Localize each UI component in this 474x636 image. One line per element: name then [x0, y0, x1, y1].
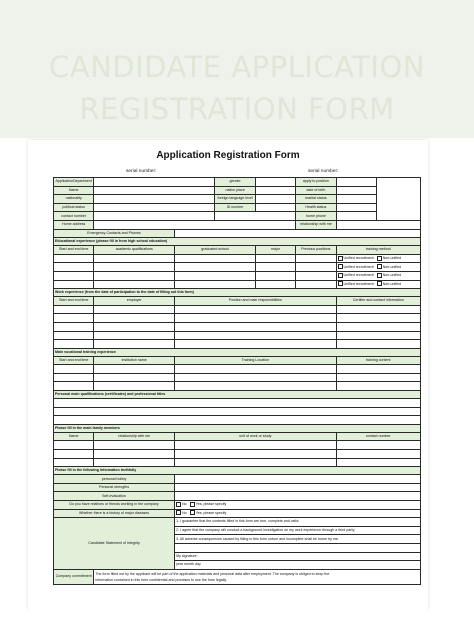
edu-cell[interactable]: [54, 271, 94, 280]
family-cell[interactable]: [175, 450, 336, 459]
work-cell[interactable]: [336, 340, 420, 349]
edu-col-time: Start and end time: [54, 246, 94, 255]
work-cell[interactable]: [175, 331, 336, 340]
field-contact-extra[interactable]: [215, 212, 296, 221]
training-method-options: [336, 280, 420, 289]
option-yes-label: Yes, please specify: [195, 502, 227, 507]
field-application-department[interactable]: [94, 178, 215, 187]
table-row: [54, 365, 421, 374]
training-col-location: Training Location: [175, 356, 336, 365]
family-col-contact: contact number: [336, 432, 420, 441]
family-col-unit: unit of work or study: [175, 432, 336, 441]
work-cell[interactable]: [54, 340, 94, 349]
integrity-blank: [175, 543, 421, 552]
work-cell[interactable]: [94, 305, 175, 314]
training-method-options: [336, 271, 420, 280]
checkbox-no[interactable]: [176, 510, 181, 515]
edu-cell[interactable]: [255, 271, 295, 280]
field-personal-strengths[interactable]: [175, 483, 421, 492]
label-apply-to-position: apply to position: [296, 178, 336, 187]
banner-title-line-1: CANDIDATE APPLICATION: [49, 50, 425, 84]
field-health-status[interactable]: [336, 203, 376, 212]
integrity-date[interactable]: year month day: [175, 561, 421, 570]
option-unified[interactable]: [338, 264, 374, 271]
edu-cell[interactable]: [175, 271, 256, 280]
edu-col-qualifications: academic qualifications: [94, 246, 175, 255]
work-cell[interactable]: [175, 322, 336, 331]
section-work-experience: Work experience (from the date of participation to the date of filling out this form): [54, 289, 421, 297]
field-contact-number[interactable]: [94, 212, 215, 221]
label-personal-strengths: Personal strengths: [54, 483, 175, 492]
work-cell[interactable]: [175, 314, 336, 323]
option-non-unified[interactable]: [377, 281, 401, 288]
section-qualifications: Personal main qualifications (certificates) and professional titles: [54, 391, 421, 399]
training-cell[interactable]: [175, 373, 336, 382]
checkbox-unified[interactable]: [338, 264, 343, 269]
edu-cell[interactable]: [175, 254, 256, 263]
edu-cell[interactable]: [94, 254, 175, 263]
family-col-relationship: relationship with me: [94, 432, 175, 441]
checkbox-yes[interactable]: [190, 510, 195, 515]
label-health-status: Health status: [296, 203, 336, 212]
checkbox-non-unified[interactable]: [377, 281, 382, 286]
option-unified-label: Unified recruitment: [343, 281, 374, 286]
field-relationship-with-me[interactable]: [336, 220, 420, 229]
work-cell[interactable]: [94, 331, 175, 340]
option-non-unified-label: Non-unified: [382, 281, 402, 286]
edu-cell[interactable]: [94, 271, 175, 280]
field-date-of-birth[interactable]: [336, 186, 376, 195]
field-nationality[interactable]: [94, 195, 215, 204]
table-row: [54, 450, 421, 459]
training-cell[interactable]: [54, 382, 94, 391]
family-cell[interactable]: [54, 458, 94, 467]
option-yes[interactable]: [190, 501, 227, 508]
commitment-text-line-1: The form filled out by the applicant will be part of the application materials and personal data after employment. The company is obliged to keep the: [95, 571, 330, 576]
edu-cell[interactable]: [296, 271, 336, 280]
option-unified[interactable]: [338, 281, 374, 288]
section-education: Educational experience (please fill in from high school education): [54, 238, 421, 246]
label-application-department: ApplicationDepartment: [54, 178, 94, 187]
family-cell[interactable]: [94, 458, 175, 467]
table-row: [54, 331, 421, 340]
option-non-unified[interactable]: [377, 255, 401, 262]
training-cell[interactable]: [54, 365, 94, 374]
edu-cell[interactable]: [175, 263, 256, 272]
work-col-position: Position and main responsibilities: [175, 297, 336, 306]
family-cell[interactable]: [94, 441, 175, 450]
family-cell[interactable]: [94, 450, 175, 459]
checkbox-non-unified[interactable]: [377, 264, 382, 269]
work-cell[interactable]: [175, 305, 336, 314]
training-cell[interactable]: [336, 382, 420, 391]
training-cell[interactable]: [94, 365, 175, 374]
field-personal-hobby[interactable]: [175, 475, 421, 484]
work-cell[interactable]: [94, 314, 175, 323]
field-name[interactable]: [94, 186, 215, 195]
table-row: [54, 271, 421, 280]
work-cell[interactable]: [175, 340, 336, 349]
training-cell[interactable]: [54, 373, 94, 382]
training-col-content: training content: [336, 356, 420, 365]
option-unified[interactable]: [338, 272, 374, 279]
family-cell[interactable]: [336, 441, 420, 450]
work-cell[interactable]: [336, 322, 420, 331]
table-row: [54, 314, 421, 323]
section-family-members: Please fill in the main family members: [54, 424, 421, 432]
table-row: [54, 382, 421, 391]
work-col-employer: employer: [94, 297, 175, 306]
training-col-time: Start and end time: [54, 356, 94, 365]
edu-col-previous-positions: Previous positions: [296, 246, 336, 255]
edu-col-school: graduated school: [175, 246, 256, 255]
registration-table: [53, 177, 421, 585]
history-options: [175, 509, 421, 518]
label-marital-status: marital status: [296, 195, 336, 204]
label-self-evaluation: Self-evaluation: [54, 492, 175, 501]
checkbox-unified[interactable]: [338, 273, 343, 278]
family-cell[interactable]: [336, 458, 420, 467]
label-id-number: ID number: [215, 203, 255, 212]
training-method-options: [336, 263, 420, 272]
page-bottom-margin: [0, 610, 474, 636]
table-row: [54, 373, 421, 382]
checkbox-unified[interactable]: [338, 281, 343, 286]
option-non-unified[interactable]: [377, 272, 401, 279]
label-personal-hobby: personal hobby: [54, 475, 175, 484]
family-cell[interactable]: [175, 441, 336, 450]
work-col-certifier: Certifier and contact information: [336, 297, 420, 306]
edu-cell[interactable]: [296, 280, 336, 289]
serial-number-left: serial number:: [126, 169, 157, 174]
label-emergency-contacts: Emergency Contacts and Phones: [54, 229, 175, 238]
training-cell[interactable]: [175, 382, 336, 391]
field-id-number[interactable]: [255, 203, 295, 212]
banner-title-line-2: REGISTRATION FORM: [79, 92, 395, 126]
checkbox-non-unified[interactable]: [377, 256, 382, 261]
option-unified[interactable]: [338, 255, 374, 262]
edu-cell[interactable]: [175, 280, 256, 289]
option-yes[interactable]: [190, 510, 227, 517]
qualifications-cell[interactable]: [54, 407, 421, 416]
edu-cell[interactable]: [94, 263, 175, 272]
section-truthful-info: Please fill in the following information truthfully: [54, 467, 421, 475]
field-native-place[interactable]: [255, 186, 295, 195]
label-foreign-language-level: foreign language level: [215, 195, 255, 204]
edu-col-training-method: training method: [336, 246, 420, 255]
label-contact-number: contact number: [54, 212, 94, 221]
edu-cell[interactable]: [94, 280, 175, 289]
work-cell[interactable]: [54, 322, 94, 331]
family-cell[interactable]: [54, 441, 94, 450]
label-nationality: nationality: [54, 195, 94, 204]
photo-box[interactable]: [376, 178, 420, 221]
field-self-evaluation[interactable]: [175, 492, 421, 501]
family-cell[interactable]: [54, 450, 94, 459]
training-cell[interactable]: [94, 382, 175, 391]
family-cell[interactable]: [336, 450, 420, 459]
table-row: [54, 322, 421, 331]
option-unified-label: Unified recruitment: [343, 273, 374, 278]
training-cell[interactable]: [336, 365, 420, 374]
table-row: [54, 399, 421, 408]
option-unified-label: Unified recruitment: [343, 264, 374, 269]
field-political-status[interactable]: [94, 203, 215, 212]
label-date-of-birth: date of birth: [296, 186, 336, 195]
label-home-address: Home address: [54, 220, 94, 229]
edu-col-major: major: [255, 246, 295, 255]
table-row: [54, 340, 421, 349]
checkbox-yes[interactable]: [190, 502, 195, 507]
integrity-line-3: 3. All adverse consequences caused by filling in this form untrue and incomplete shall be borne by me.: [175, 535, 421, 544]
field-gender[interactable]: [255, 178, 295, 187]
table-row: [54, 280, 421, 289]
form-sheet: [28, 140, 428, 610]
label-gender: gender: [215, 178, 255, 187]
training-cell[interactable]: [94, 373, 175, 382]
form-title: Application Registration Form: [156, 150, 300, 161]
edu-cell[interactable]: [54, 263, 94, 272]
work-cell[interactable]: [336, 305, 420, 314]
label-history-question: Whether there is a history of major diseases: [54, 509, 175, 518]
checkbox-no[interactable]: [176, 502, 181, 507]
edu-cell[interactable]: [296, 263, 336, 272]
work-cell[interactable]: [336, 314, 420, 323]
table-row: [54, 458, 421, 467]
table-row: [54, 441, 421, 450]
integrity-signature[interactable]: My signature:: [175, 552, 421, 561]
commitment-text: [94, 569, 421, 584]
option-unified-label: Unified recruitment: [343, 256, 374, 261]
serial-number-right: serial number:: [308, 169, 339, 174]
field-emergency-contacts[interactable]: [175, 229, 421, 238]
table-row: [54, 263, 421, 272]
field-marital-status[interactable]: [336, 195, 376, 204]
option-no-label: No: [182, 510, 187, 515]
option-no-label: No: [182, 502, 187, 507]
qualifications-cell[interactable]: [54, 399, 421, 408]
edu-cell[interactable]: [54, 254, 94, 263]
work-cell[interactable]: [54, 314, 94, 323]
label-company-commitment: Company commitment: [54, 569, 94, 584]
label-home-phone: home phone: [296, 212, 336, 221]
table-row: [54, 407, 421, 416]
option-no[interactable]: [176, 510, 187, 517]
field-foreign-language-level[interactable]: [255, 195, 295, 204]
option-no[interactable]: [176, 501, 187, 508]
label-relatives-question: Do you have relatives or friends working in the company: [54, 501, 175, 510]
family-col-name: Name: [54, 432, 94, 441]
training-col-institution: institution name: [94, 356, 175, 365]
qualifications-cell[interactable]: [54, 416, 421, 425]
work-cell[interactable]: [336, 331, 420, 340]
commitment-text-line-2: information contained in this form confidential and promises to use the form legally.: [95, 577, 227, 582]
field-home-address[interactable]: [94, 220, 296, 229]
section-vocational-training: Main vocational training experience: [54, 348, 421, 356]
option-non-unified-label: Non-unified: [382, 264, 402, 269]
field-apply-to-position[interactable]: [336, 178, 376, 187]
banner: [0, 0, 474, 138]
label-political-status: political status: [54, 203, 94, 212]
work-cell[interactable]: [94, 340, 175, 349]
checkbox-non-unified[interactable]: [377, 273, 382, 278]
training-method-options: [336, 254, 420, 263]
label-name: Name: [54, 186, 94, 195]
edu-cell[interactable]: [296, 254, 336, 263]
label-integrity-statement: Candidate Statement of Integrity: [54, 518, 175, 570]
integrity-line-2: 2. I agree that the company will conduct a background investigation on my work experience through a third party;: [175, 526, 421, 535]
option-yes-label: Yes, please specify: [195, 510, 227, 515]
field-home-phone[interactable]: [336, 212, 376, 221]
label-relationship-with-me: relationship with me: [296, 220, 336, 229]
option-non-unified-label: Non-unified: [382, 273, 402, 278]
edu-cell[interactable]: [255, 263, 295, 272]
relatives-options: [175, 501, 421, 510]
edu-cell[interactable]: [54, 280, 94, 289]
work-col-time: Start and end time: [54, 297, 94, 306]
family-cell[interactable]: [175, 458, 336, 467]
label-native-place: native place: [215, 186, 255, 195]
work-cell[interactable]: [94, 322, 175, 331]
checkbox-unified[interactable]: [338, 256, 343, 261]
edu-cell[interactable]: [255, 280, 295, 289]
training-cell[interactable]: [175, 365, 336, 374]
option-non-unified-label: Non-unified: [382, 256, 402, 261]
edu-cell[interactable]: [255, 254, 295, 263]
work-cell[interactable]: [54, 305, 94, 314]
table-row: [54, 254, 421, 263]
table-row: [54, 416, 421, 425]
work-cell[interactable]: [54, 331, 94, 340]
training-cell[interactable]: [336, 373, 420, 382]
table-row: [54, 305, 421, 314]
integrity-line-1: 1. I guarantee that the contents filled in this form are true, complete and valid;: [175, 518, 421, 527]
option-non-unified[interactable]: [377, 264, 401, 271]
